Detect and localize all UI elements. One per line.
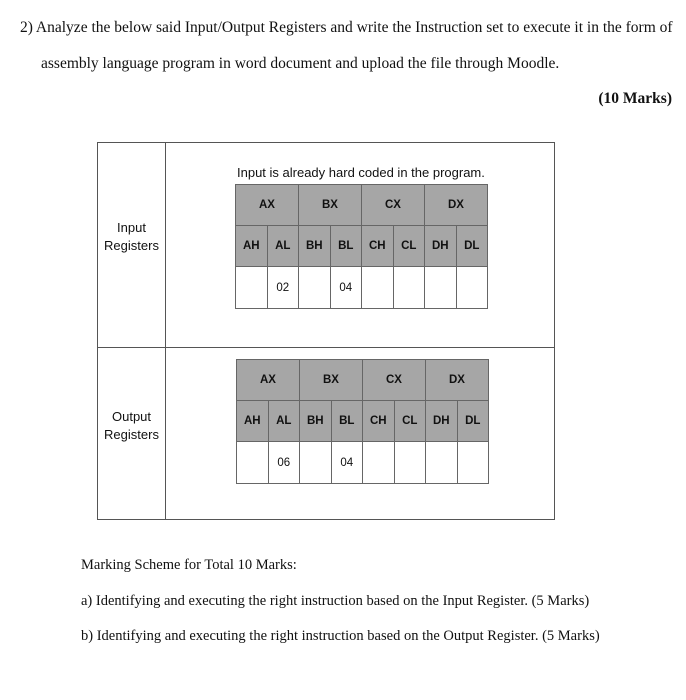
register-bx: BX [299, 185, 362, 226]
register-figure [97, 142, 555, 520]
output-register-table [236, 359, 489, 484]
subregister-ah: AH [236, 226, 268, 267]
marking-scheme-title: Marking Scheme for Total 10 Marks: [81, 557, 297, 573]
output-value-al: 06 [268, 442, 300, 484]
input-value-ch [362, 267, 394, 309]
marking-scheme-item-b: b) Identifying and executing the right instruction based on the Output Register. (5 Marks) [81, 628, 600, 644]
subregister-cl: CL [393, 226, 425, 267]
register-dx: DX [426, 360, 489, 401]
subregister-dl: DL [457, 401, 489, 442]
register-bx: BX [300, 360, 363, 401]
input-registers-label [98, 219, 165, 255]
output-value-dl [457, 442, 489, 484]
subregister-ah: AH [237, 401, 269, 442]
input-value-bh [299, 267, 331, 309]
subregister-al: AL [268, 401, 300, 442]
subregister-bh: BH [299, 226, 331, 267]
register-ax: AX [237, 360, 300, 401]
register-cx: CX [363, 360, 426, 401]
input-value-cl [393, 267, 425, 309]
figure-horizontal-divider [98, 347, 554, 348]
subregister-bl: BL [331, 401, 363, 442]
output-registers-label [98, 408, 165, 444]
input-label-line-2: Registers [104, 238, 159, 253]
output-value-ch [363, 442, 395, 484]
output-value-bl: 04 [331, 442, 363, 484]
register-cx: CX [362, 185, 425, 226]
input-value-dh [425, 267, 457, 309]
subregister-dh: DH [426, 401, 458, 442]
input-value-ah [236, 267, 268, 309]
input-label-line-1: Input [117, 220, 146, 235]
register-ax: AX [236, 185, 299, 226]
question-text-line-1: 2) Analyze the below said Input/Output Registers and write the Instruction set to execute it in the form of [20, 19, 673, 36]
register-dx: DX [425, 185, 488, 226]
output-label-line-2: Registers [104, 427, 159, 442]
subregister-bl: BL [330, 226, 362, 267]
input-value-dl [456, 267, 488, 309]
marking-scheme-item-a: a) Identifying and executing the right instruction based on the Input Register. (5 Marks) [81, 593, 590, 609]
input-value-al: 02 [267, 267, 299, 309]
output-value-dh [426, 442, 458, 484]
figure-vertical-divider [165, 143, 166, 519]
output-value-ah [237, 442, 269, 484]
question-text-line-2: assembly language program in word document and upload the file through Moodle. [41, 55, 560, 72]
subregister-ch: CH [363, 401, 395, 442]
subregister-ch: CH [362, 226, 394, 267]
subregister-bh: BH [300, 401, 332, 442]
input-register-table [235, 184, 488, 309]
subregister-al: AL [267, 226, 299, 267]
subregister-cl: CL [394, 401, 426, 442]
marks-label: (10 Marks) [598, 90, 672, 107]
output-value-cl [394, 442, 426, 484]
output-label-line-1: Output [111, 409, 152, 424]
subregister-dh: DH [425, 226, 457, 267]
input-value-bl: 04 [330, 267, 362, 309]
hardcoded-note: Input is already hard coded in the program. [237, 165, 485, 180]
output-value-bh [300, 442, 332, 484]
subregister-dl: DL [456, 226, 488, 267]
